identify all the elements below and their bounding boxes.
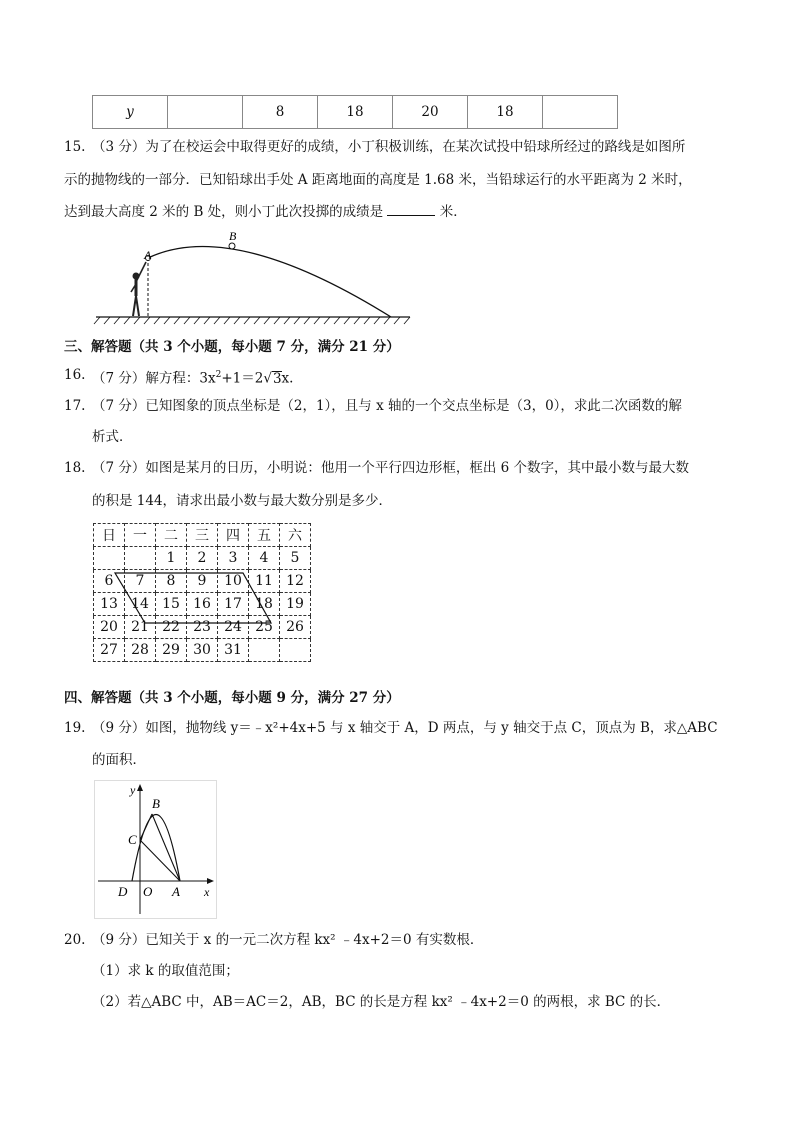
- axis-x-label: x: [204, 885, 210, 899]
- section3-title: 三、解答题（共 3 个小题，每小题 7 分，满分 21 分）: [64, 339, 400, 355]
- shot-put-figure: [92, 226, 414, 326]
- calendar-cell: 18: [249, 593, 280, 616]
- parallelogram-frame: [93, 523, 317, 673]
- calendar-cell: 15: [156, 593, 187, 616]
- table-cell: 18: [468, 96, 543, 129]
- calendar-cell: 8: [156, 570, 187, 593]
- q20-sub2: （2）若△ABC 中，AB＝AC＝2，AB，BC 的长是方程 kx² ﹣4x+2＝0 的两根，求 BC 的长．: [92, 994, 671, 1010]
- q20-number: 20.: [64, 932, 86, 948]
- section4-title: 四、解答题（共 3 个小题，每小题 9 分，满分 27 分）: [64, 690, 400, 706]
- calendar-cell: 29: [156, 639, 187, 662]
- q16-mid: +1＝2: [221, 370, 264, 387]
- calendar-cell: 12: [280, 570, 311, 593]
- q15-line2: 示的抛物线的一部分．已知铅球出手处 A 距离地面的高度是 1.68 米，当铅球运行的水平距离为 2 米时，: [64, 172, 692, 188]
- calendar-cell: 17: [218, 593, 249, 616]
- table-cell: 8: [243, 96, 318, 129]
- calendar-header-cell: 五: [249, 524, 280, 547]
- point-a-label: A: [172, 884, 180, 899]
- calendar-cell: 11: [249, 570, 280, 593]
- point-b-label: B: [152, 796, 160, 811]
- axis-y-label: y: [130, 783, 136, 797]
- calendar-cell: 23: [187, 616, 218, 639]
- calendar-figure: [93, 523, 311, 662]
- answer-blank: [387, 201, 435, 216]
- label-a: A: [144, 248, 152, 262]
- table-cell: [543, 96, 618, 129]
- q18-line2: 的积是 144，请求出最小数与最大数分别是多少．: [92, 493, 393, 509]
- calendar-cell: 7: [125, 570, 156, 593]
- calendar-header-cell: 四: [218, 524, 249, 547]
- point-c-label: C: [128, 832, 137, 847]
- q17-line2: 析式．: [92, 429, 133, 445]
- calendar-cell: 3: [218, 547, 249, 570]
- q16-root: 3: [272, 370, 282, 387]
- q16-text: （7 分）解方程：$3x^2+1=2√3x$.: [92, 370, 294, 387]
- calendar-cell: 16: [187, 593, 218, 616]
- q17-line1: （7 分）已知图象的顶点坐标是（2，1），且与 x 轴的一个交点坐标是（3，0），求此二次函数的解: [92, 398, 682, 414]
- point-b-marker: [229, 243, 235, 249]
- value-table: [92, 95, 618, 129]
- calendar-header-cell: 一: [125, 524, 156, 547]
- calendar-cell: 1: [156, 547, 187, 570]
- calendar-cell: 4: [249, 547, 280, 570]
- q15-number: 15.: [64, 139, 86, 155]
- calendar-cell: 14: [125, 593, 156, 616]
- calendar-header-cell: 三: [187, 524, 218, 547]
- calendar-header-cell: 二: [156, 524, 187, 547]
- q15-line1: （3 分）为了在校运会中取得更好的成绩，小丁积极训练，在某次试投中铅球所经过的路线是如图所: [92, 139, 686, 155]
- q15-line3: [64, 201, 467, 222]
- calendar-cell: 31: [218, 639, 249, 662]
- table-cell: 18: [318, 96, 393, 129]
- point-d-label: D: [118, 884, 128, 899]
- q20-line1: （9 分）已知关于 x 的一元二次方程 kx² ﹣4x+2＝0 有实数根．: [92, 932, 484, 948]
- calendar-cell: 30: [187, 639, 218, 662]
- calendar-cell: 10: [218, 570, 249, 593]
- calendar-cell: 19: [280, 593, 311, 616]
- calendar-cell: 22: [156, 616, 187, 639]
- table-cell: 20: [393, 96, 468, 129]
- table-cell: [168, 96, 243, 129]
- parabola-figure: [94, 780, 218, 920]
- calendar-cell: 26: [280, 616, 311, 639]
- q17-number: 17.: [64, 398, 86, 414]
- q19-line1: （9 分）如图，抛物线 y＝﹣x²+4x+5 与 x 轴交于 A，D 两点，与 y 轴交于点 C，顶点为 B，求△ABC: [92, 720, 718, 736]
- calendar-cell: 28: [125, 639, 156, 662]
- calendar-cell: 25: [249, 616, 280, 639]
- calendar-cell: 5: [280, 547, 311, 570]
- calendar-cell: 13: [94, 593, 125, 616]
- q19-number: 19.: [64, 720, 86, 736]
- calendar-cell: 20: [94, 616, 125, 639]
- table-row-label: y: [93, 96, 168, 129]
- calendar-cell: 9: [187, 570, 218, 593]
- q15-line3-text: 达到最大高度 2 米的 B 处，则小丁此次投掷的成绩是: [64, 204, 384, 220]
- calendar-cell: 2: [187, 547, 218, 570]
- q16-suffix: x.: [281, 370, 294, 387]
- q16-number: 16.: [64, 367, 86, 383]
- q16-sup: 2: [215, 370, 222, 380]
- q20-sub1: （1）求 k 的取值范围；: [92, 963, 239, 979]
- q19-line2: 的面积．: [92, 752, 146, 768]
- origin-label: O: [143, 884, 153, 899]
- q18-number: 18.: [64, 460, 86, 476]
- calendar-cell: 21: [125, 616, 156, 639]
- table-row: [93, 96, 618, 129]
- label-b: B: [229, 229, 237, 243]
- calendar-cell: 27: [94, 639, 125, 662]
- calendar-header-cell: 日: [94, 524, 125, 547]
- calendar-cell: 6: [94, 570, 125, 593]
- calendar-cell: 24: [218, 616, 249, 639]
- calendar-header-cell: 六: [280, 524, 311, 547]
- thrower-figure: [131, 262, 146, 316]
- q15-line3-unit: 米．: [439, 204, 467, 220]
- q18-line1: （7 分）如图是某月的日历，小明说：他用一个平行四边形框，框出 6 个数字，其中最小数与最大数: [92, 460, 690, 476]
- trajectory-curve: [148, 246, 391, 317]
- q16-prefix: （7 分）解方程：3x: [92, 370, 216, 387]
